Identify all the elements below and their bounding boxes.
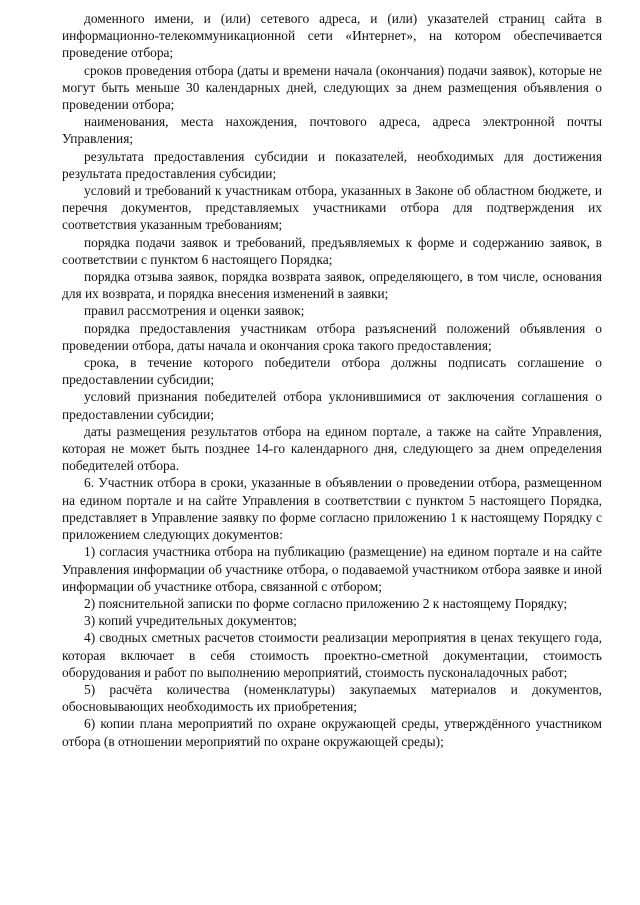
paragraph: сроков проведения отбора (даты и времени начала (окончания) подачи заявок), которые не могут быть меньше 30 календарных дней, следующих за днем размещения объявления о проведении отбора; [62,62,602,113]
paragraph: 6) копии плана мероприятий по охране окружающей среды, утверждённого участником отбора (в отношении мероприятий по охране окружающей среды); [62,716,602,749]
paragraph: даты размещения результатов отбора на едином портале, а также на сайте Управления, которая не может быть позднее 14-го календарного дня, следующего за днем определения победителей отбора. [62,423,602,474]
paragraph: порядка подачи заявок и требований, предъявляемых к форме и содержанию заявок, в соответствии с пунктом 6 настоящего Порядка; [62,234,602,267]
document-page [62,10,602,750]
paragraph: условий и требований к участникам отбора, указанных в Законе об областном бюджете, и перечня документов, представляемых участниками отбора для подтверждения их соответствия указанным требованиям; [62,183,602,233]
paragraph: правил рассмотрения и оценки заявок; [84,303,305,319]
paragraph: 5) расчёта количества (номенклатуры) закупаемых материалов и документов, обосновывающих необходимость их приобретения; [62,681,602,715]
paragraph: 4) сводных сметных расчетов стоимости реализации мероприятия в ценах текущего года, которая включает в себя стоимость проектно-сметной документации, стоимость оборудования и работ по выполнению мероприятий, стоимость пусконаладочных работ; [62,630,602,680]
paragraph: 6. Участник отбора в сроки, указанные в объявлении о проведении отбора, размещенном на едином портале и на сайте Управления в соответствии с пунктом 5 настоящего Порядка, представляет в Управление заявку по форме согласно приложению 1 к настоящему Порядку с приложением следующих документов: [62,475,602,543]
paragraph: порядка предоставления участникам отбора разъяснений положений объявления о проведении отбора, даты начала и окончания срока такого предоставления; [62,320,602,353]
paragraph: 3) копий учредительных документов; [84,613,297,629]
paragraph: условий признания победителей отбора уклонившимися от заключения соглашения о предоставлении субсидии; [62,389,602,422]
paragraph: срока, в течение которого победители отбора должны подписать соглашение о предоставлении субсидии; [62,355,602,388]
paragraph: наименования, места нахождения, почтового адреса, адреса электронной почты Управления; [62,114,602,147]
paragraph: 2) пояснительной записки по форме согласно приложению 2 к настоящему Порядку; [84,595,568,611]
paragraph: результата предоставления субсидии и показателей, необходимых для достижения результата предоставления субсидии; [62,148,602,181]
paragraph: 1) согласия участника отбора на публикацию (размещение) на едином портале и на сайте Управления информации об участнике отбора, о подаваемой участником отбора заявке и иной информации об участнике отбора, связанной с отбором; [62,544,602,594]
paragraph: доменного имени, и (или) сетевого адреса, и (или) указателей страниц сайта в информационно-телекоммуникационной сети «Интернет», на котором обеспечивается проведение отбора; [62,11,602,61]
paragraph: порядка отзыва заявок, порядка возврата заявок, определяющего, в том числе, основания для их возврата, и порядка внесения изменений в заявки; [62,269,602,302]
